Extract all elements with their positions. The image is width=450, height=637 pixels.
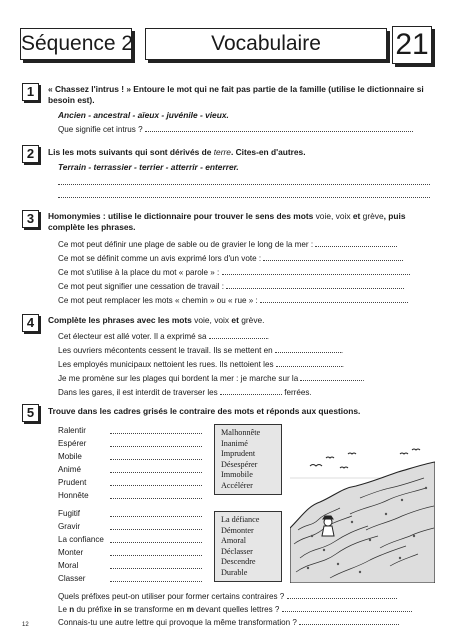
box-word: Démonter bbox=[221, 525, 254, 535]
q-letter-m: m bbox=[186, 605, 194, 614]
question-text: Connais-tu une autre lettre qui provoque la même transformation ? bbox=[58, 618, 297, 627]
exercise-4-instruction bbox=[48, 315, 433, 326]
group1-word bbox=[58, 425, 86, 436]
exercise-4-sentence-2 bbox=[58, 344, 343, 356]
answer-line[interactable] bbox=[226, 280, 404, 289]
box-word: Descendre bbox=[221, 557, 256, 566]
word-text: Prudent bbox=[58, 478, 87, 487]
answer-line[interactable] bbox=[315, 238, 397, 247]
group2-word bbox=[58, 547, 83, 558]
q-text: devant quelles lettres ? bbox=[193, 605, 280, 614]
exercise-2-words: Terrain - terrassier - terrier - atterrir - enterrer. bbox=[58, 162, 239, 172]
word-text: Fugitif bbox=[58, 509, 81, 518]
group2-word bbox=[58, 508, 80, 519]
group1-word bbox=[58, 438, 86, 449]
exercise-4-text-a: Complète les phrases avec les mots bbox=[48, 315, 195, 325]
exercise-3-line-1 bbox=[58, 238, 397, 250]
exercise-4-number: 4 bbox=[22, 314, 39, 332]
line-text: Ce mot peut remplacer les mots « chemin » ou « rue » : bbox=[58, 296, 258, 305]
exercise-2-text-a: Lis les mots suivants qui sont dérivés de bbox=[48, 147, 214, 157]
word-voie: voie bbox=[315, 211, 331, 221]
box-word: Durable bbox=[221, 567, 248, 577]
figure-icon bbox=[322, 516, 334, 536]
exercise-5-instruction: Trouve dans les cadres grisés le contraire des mots et réponds aux questions. bbox=[48, 406, 361, 416]
word-text: Ralentir bbox=[58, 426, 86, 435]
sentence-end: . bbox=[362, 374, 365, 383]
answer-line[interactable] bbox=[300, 372, 365, 383]
exercise-4-sentence-4 bbox=[58, 372, 365, 384]
exercise-1-words: Ancien - ancestral - aïeux - juvénile - vieux. bbox=[58, 110, 229, 120]
exercise-3-text-a: Homonymies : utilise le dictionnaire pour trouver le sens des mots bbox=[48, 211, 316, 221]
answer-line[interactable] bbox=[58, 197, 430, 198]
answer-line[interactable] bbox=[110, 433, 202, 434]
group1-word bbox=[58, 490, 89, 501]
box-word: Immobile bbox=[221, 470, 253, 479]
answer-line[interactable] bbox=[110, 446, 202, 447]
box-word: Amoral bbox=[221, 536, 247, 545]
word-text: Honnête bbox=[58, 491, 89, 500]
q-text: du préfixe bbox=[74, 605, 115, 614]
cliff-illustration bbox=[290, 418, 435, 583]
group1-word bbox=[58, 451, 82, 462]
answer-line[interactable] bbox=[276, 358, 345, 369]
word-text: Mobile bbox=[58, 452, 82, 461]
line-text: Ce mot se définit comme un avis exprimé lors d'un vote : bbox=[58, 254, 262, 263]
exercise-3-line-2 bbox=[58, 252, 403, 264]
sep: , bbox=[209, 315, 215, 325]
title-text: Vocabulaire bbox=[211, 32, 321, 55]
word-greve: grève bbox=[241, 315, 263, 325]
exercise-4-sentence-1 bbox=[58, 330, 269, 342]
sentence-text: Cet électeur est allé voter. Il a exprimé sa bbox=[58, 332, 207, 341]
box-word: Malhonnête bbox=[221, 428, 261, 437]
exercise-1-question-text: Que signifie cet intrus ? bbox=[58, 125, 143, 134]
word-text: Classer bbox=[58, 574, 86, 583]
answer-line[interactable] bbox=[110, 485, 202, 486]
sequence-label bbox=[20, 28, 132, 60]
page-box-text: 21 bbox=[395, 28, 429, 61]
answer-line[interactable] bbox=[110, 459, 202, 460]
group2-word bbox=[58, 534, 104, 545]
exercise-3-text-b: , puis complète les phrases. bbox=[48, 211, 406, 232]
page-title bbox=[145, 28, 387, 60]
sentence-end: . bbox=[266, 332, 269, 341]
q-text: se transforme en bbox=[121, 605, 187, 614]
answer-line[interactable] bbox=[110, 472, 202, 473]
answer-line[interactable] bbox=[299, 616, 399, 625]
word-text: Monter bbox=[58, 548, 84, 557]
word-text: Animé bbox=[58, 465, 81, 474]
exercise-3-number: 3 bbox=[22, 210, 39, 228]
question-text: Quels préfixes peut-on utiliser pour former certains contraires ? bbox=[58, 592, 285, 601]
answer-line[interactable] bbox=[110, 498, 202, 499]
answer-line[interactable] bbox=[220, 386, 282, 395]
birds-icon bbox=[310, 449, 420, 468]
box-word: Imprudent bbox=[221, 449, 256, 458]
exercise-3-instruction bbox=[48, 211, 433, 233]
box-word: Inanimé bbox=[221, 438, 248, 448]
word-text: Moral bbox=[58, 561, 79, 570]
exercise-2-instruction bbox=[48, 147, 433, 158]
sentence-text: Dans les gares, il est interdit de traverser les bbox=[58, 388, 218, 397]
answer-line[interactable] bbox=[110, 555, 202, 556]
answer-line[interactable] bbox=[145, 123, 413, 132]
page-box bbox=[392, 26, 432, 64]
exercise-1-number: 1 bbox=[22, 83, 39, 101]
q-prefix-in: in bbox=[114, 605, 122, 614]
sentence-end: . bbox=[341, 360, 345, 369]
sentence-end: ferrées. bbox=[284, 388, 312, 397]
answer-line[interactable] bbox=[222, 266, 410, 275]
group1-word bbox=[58, 464, 81, 475]
word-text: La confiance bbox=[58, 535, 104, 544]
answer-line[interactable] bbox=[110, 516, 202, 517]
word-voix: voix bbox=[335, 211, 351, 221]
word-voix: voix bbox=[214, 315, 230, 325]
word-greve: grève bbox=[362, 211, 384, 221]
sentence-end: . bbox=[340, 346, 344, 355]
sentence-text: Les ouvriers mécontents cessent le travail. Ils se mettent en bbox=[58, 346, 273, 355]
exercise-3-line-4 bbox=[58, 280, 404, 292]
answer-line[interactable] bbox=[110, 581, 202, 582]
word-et: et bbox=[229, 315, 242, 325]
exercise-5-question-1 bbox=[58, 590, 397, 602]
answer-line[interactable] bbox=[110, 542, 202, 543]
answer-line[interactable] bbox=[58, 184, 430, 185]
group2-word bbox=[58, 573, 85, 584]
word-text: Gravir bbox=[58, 522, 81, 531]
exercise-4-sentence-3 bbox=[58, 358, 344, 370]
exercise-2-text-b: . Cites-en d'autres. bbox=[230, 147, 306, 157]
page-number: 12 bbox=[22, 622, 29, 628]
exercise-3-line-5 bbox=[58, 294, 408, 306]
group2-word bbox=[58, 521, 80, 532]
exercise-2-em: terre bbox=[213, 147, 231, 157]
q-text: Le bbox=[58, 605, 70, 614]
end: . bbox=[262, 315, 265, 325]
exercise-2-number: 2 bbox=[22, 145, 39, 163]
sentence-text: Les employés municipaux nettoient les rues. Ils nettoient les bbox=[58, 360, 274, 369]
line-text: Ce mot peut signifier une cessation de travail : bbox=[58, 282, 225, 291]
line-text: Ce mot peut définir une plage de sable ou de gravier le long de la mer : bbox=[58, 240, 314, 249]
sequence-text: Séquence 2 bbox=[21, 32, 134, 55]
sentence-text: Je me promène sur les plages qui bordent la mer : je marche sur la bbox=[58, 374, 299, 383]
exercise-5-number: 5 bbox=[22, 404, 39, 422]
answer-line[interactable] bbox=[260, 294, 408, 303]
group2-word bbox=[58, 560, 78, 571]
grey-box-2 bbox=[214, 511, 282, 582]
exercise-5-question-3 bbox=[58, 616, 399, 628]
grey-box-1 bbox=[214, 424, 282, 495]
word-voie: voie bbox=[194, 315, 210, 325]
q-letter-n: n bbox=[69, 605, 75, 614]
line-text: Ce mot s'utilise à la place du mot « parole » : bbox=[58, 268, 220, 277]
group1-word bbox=[58, 477, 86, 488]
box-word: Déclasser bbox=[221, 546, 253, 556]
answer-line[interactable] bbox=[282, 603, 412, 612]
answer-line[interactable] bbox=[110, 568, 202, 569]
box-word: Désespérer bbox=[221, 459, 258, 469]
exercise-1-question bbox=[58, 123, 413, 135]
answer-line[interactable] bbox=[209, 330, 267, 339]
exercise-4-sentence-5 bbox=[58, 386, 312, 398]
answer-line[interactable] bbox=[110, 529, 202, 530]
exercise-3-line-3 bbox=[58, 266, 410, 278]
word-et: et bbox=[350, 211, 363, 221]
box-word: Accélérer bbox=[221, 480, 253, 490]
answer-line[interactable] bbox=[263, 252, 403, 261]
box-word: La défiance bbox=[221, 515, 260, 524]
answer-line[interactable] bbox=[275, 344, 344, 355]
word-text: Espérer bbox=[58, 439, 87, 448]
answer-line[interactable] bbox=[287, 590, 397, 599]
exercise-5-question-2 bbox=[58, 603, 412, 615]
sep: , bbox=[330, 211, 336, 221]
exercise-1-instruction: « Chassez l'intrus ! » Entoure le mot qui ne fait pas partie de la famille (utilise le dictionnaire si besoin est). bbox=[48, 84, 424, 105]
